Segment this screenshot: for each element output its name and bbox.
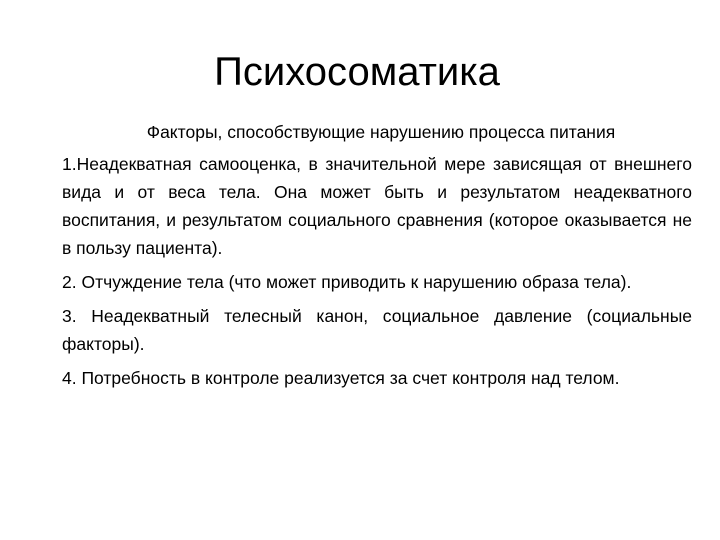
slide-title: Психосоматика xyxy=(214,50,500,94)
paragraph-2: 2. Отчуждение тела (что может приводить к нарушению образа тела). xyxy=(62,272,632,292)
slide-subtitle: Факторы, способствующие нарушению процесса питания xyxy=(146,122,616,142)
paragraph-1: 1.Неадекватная самооценка, в значительной мере зависящая от внешнего вида и от веса тела. Она может быть и результатом неадекватного воспитания, и результатом социального сравнения (которое оказывается не в пользу пациента). xyxy=(62,154,692,258)
slide-body xyxy=(62,118,692,398)
paragraph-3: 3. Неадекватный телесный канон, социальное давление (социальные факторы). xyxy=(62,306,692,354)
paragraph-4: 4. Потребность в контроле реализуется за счет контроля над телом. xyxy=(62,368,620,388)
